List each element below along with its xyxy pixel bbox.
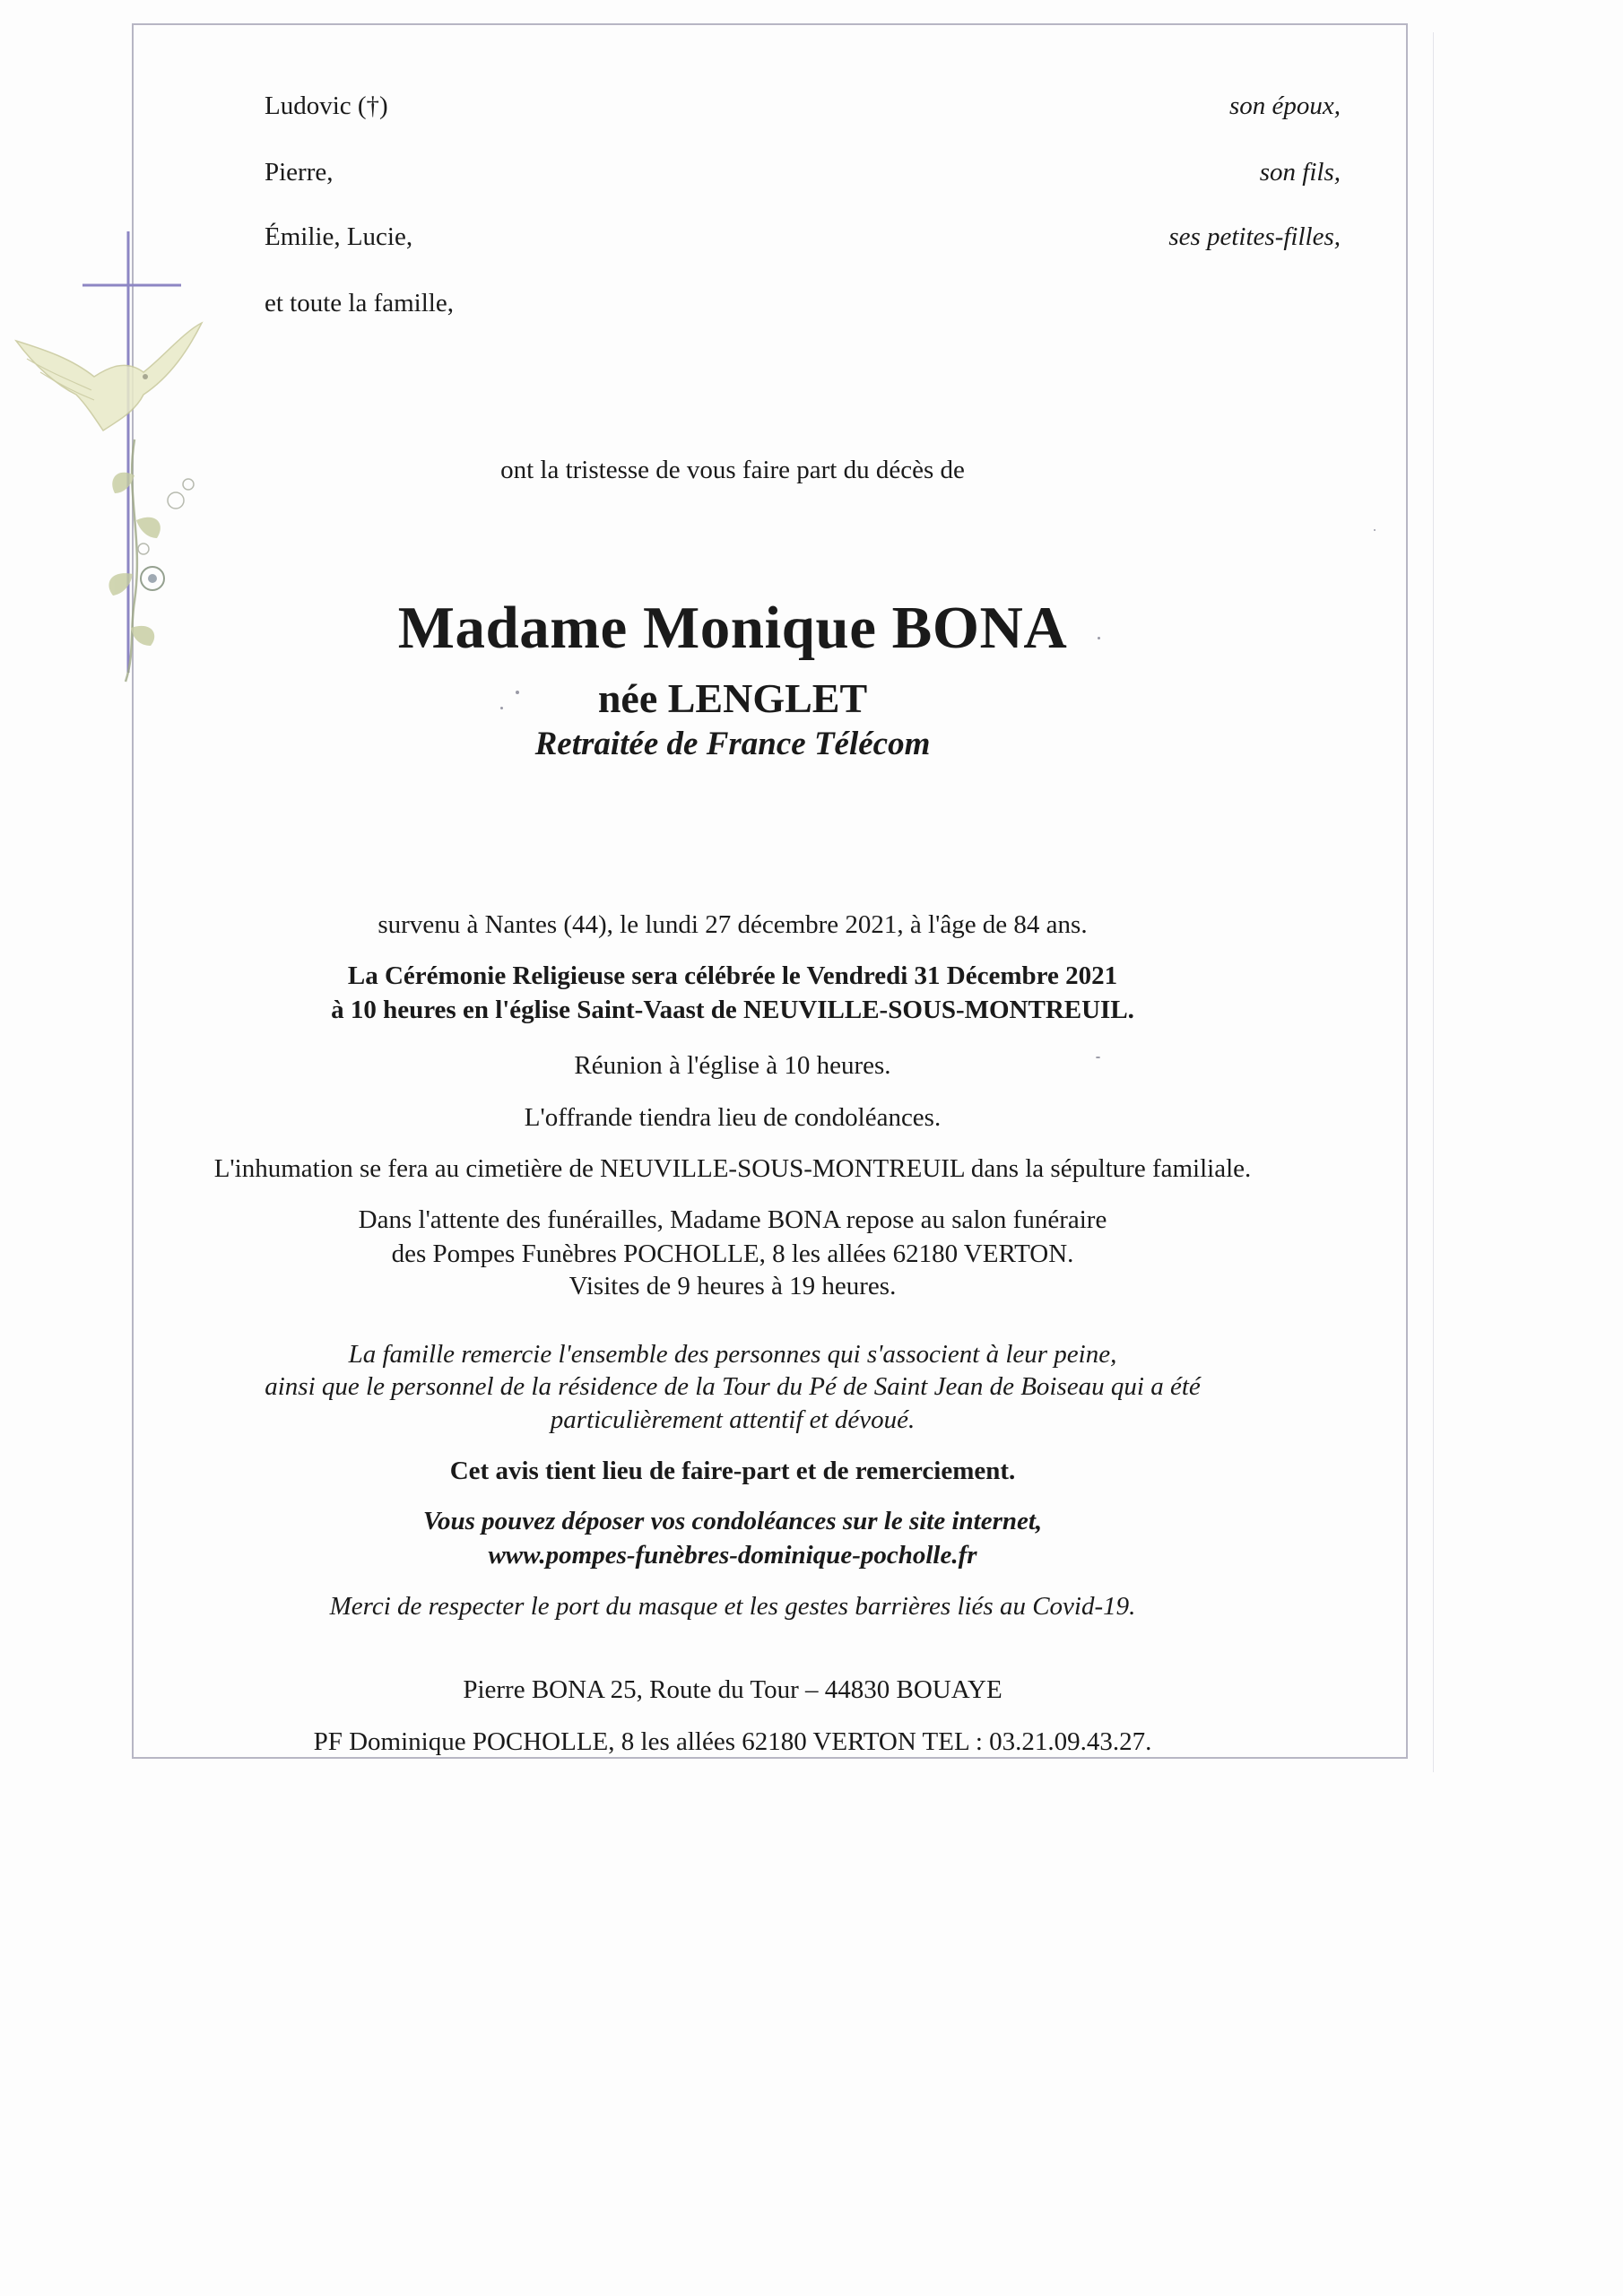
condolences-website: www.pompes-funèbres-dominique-pocholle.fr [488, 1541, 977, 1570]
scan-speck [1374, 529, 1376, 531]
rest-line-3: Visites de 9 heures à 19 heures. [568, 1272, 897, 1300]
notice-statement: Cet avis tient lieu de faire-part et de remerciement. [449, 1457, 1016, 1485]
death-details: survenu à Nantes (44), le lundi 27 décembre 2021, à l'âge de 84 ans. [378, 910, 1088, 939]
rest-line-2: des Pompes Funèbres POCHOLLE, 8 les allées 62180 VERTON. [391, 1239, 1074, 1268]
funeral-home-contact: PF Dominique POCHOLLE, 8 les allées 62180 VERTON TEL : 03.21.09.43.27. [313, 1727, 1152, 1756]
meeting-info: Réunion à l'église à 10 heures. [574, 1051, 891, 1080]
thanks-line-2: ainsi que le personnel de la résidence de la Tour du Pé de Saint Jean de Boiseau qui a été [265, 1372, 1201, 1401]
maiden-name: née LENGLET [597, 675, 868, 721]
deceased-name: Madame Monique BONA [397, 595, 1068, 661]
family-contact: Pierre BONA 25, Route du Tour – 44830 BOUAYE [463, 1675, 1002, 1704]
family-role-pierre: son fils, [1259, 158, 1341, 187]
family-role-granddaughters: ses petites-filles, [1168, 222, 1341, 251]
family-role-ludovic: son époux, [1228, 91, 1341, 120]
occupation: Retraitée de France Télécom [534, 726, 931, 762]
announcement-text: ont la tristesse de vous faire part du décès de [500, 456, 965, 484]
covid-notice: Merci de respecter le port du masque et les gestes barrières liés au Covid-19. [329, 1592, 1136, 1621]
ceremony-line-2: à 10 heures en l'église Saint-Vaast de NEUVILLE-SOUS-MONTREUIL. [331, 996, 1134, 1024]
scan-speck [1098, 637, 1100, 639]
thanks-line-3: particulièrement attentif et dévoué. [550, 1405, 916, 1434]
ceremony-line-1: La Cérémonie Religieuse sera célébrée le Vendredi 31 Décembre 2021 [347, 961, 1118, 990]
thanks-line-1: La famille remercie l'ensemble des personnes qui s'associent à leur peine, [348, 1340, 1117, 1369]
family-name-granddaughters: Émilie, Lucie, [265, 222, 413, 251]
family-name-ludovic: Ludovic (†) [265, 91, 388, 120]
offering-info: L'offrande tiendra lieu de condoléances. [524, 1103, 942, 1132]
notice-frame [132, 23, 1408, 1759]
rest-line-1: Dans l'attente des funérailles, Madame BONA repose au salon funéraire [358, 1205, 1107, 1234]
dove-icon [16, 323, 202, 430]
family-name-pierre: Pierre, [265, 158, 334, 187]
scan-speck [1096, 1057, 1100, 1058]
family-name-whole-family: et toute la famille, [265, 289, 454, 317]
condolences-line-1: Vous pouvez déposer vos condoléances sur le site internet, [422, 1507, 1043, 1535]
scan-speck [500, 707, 503, 709]
scan-speck [516, 691, 519, 694]
burial-info: L'inhumation se fera au cimetière de NEUVILLE-SOUS-MONTREUIL dans la sépulture familiale. [213, 1154, 1252, 1183]
